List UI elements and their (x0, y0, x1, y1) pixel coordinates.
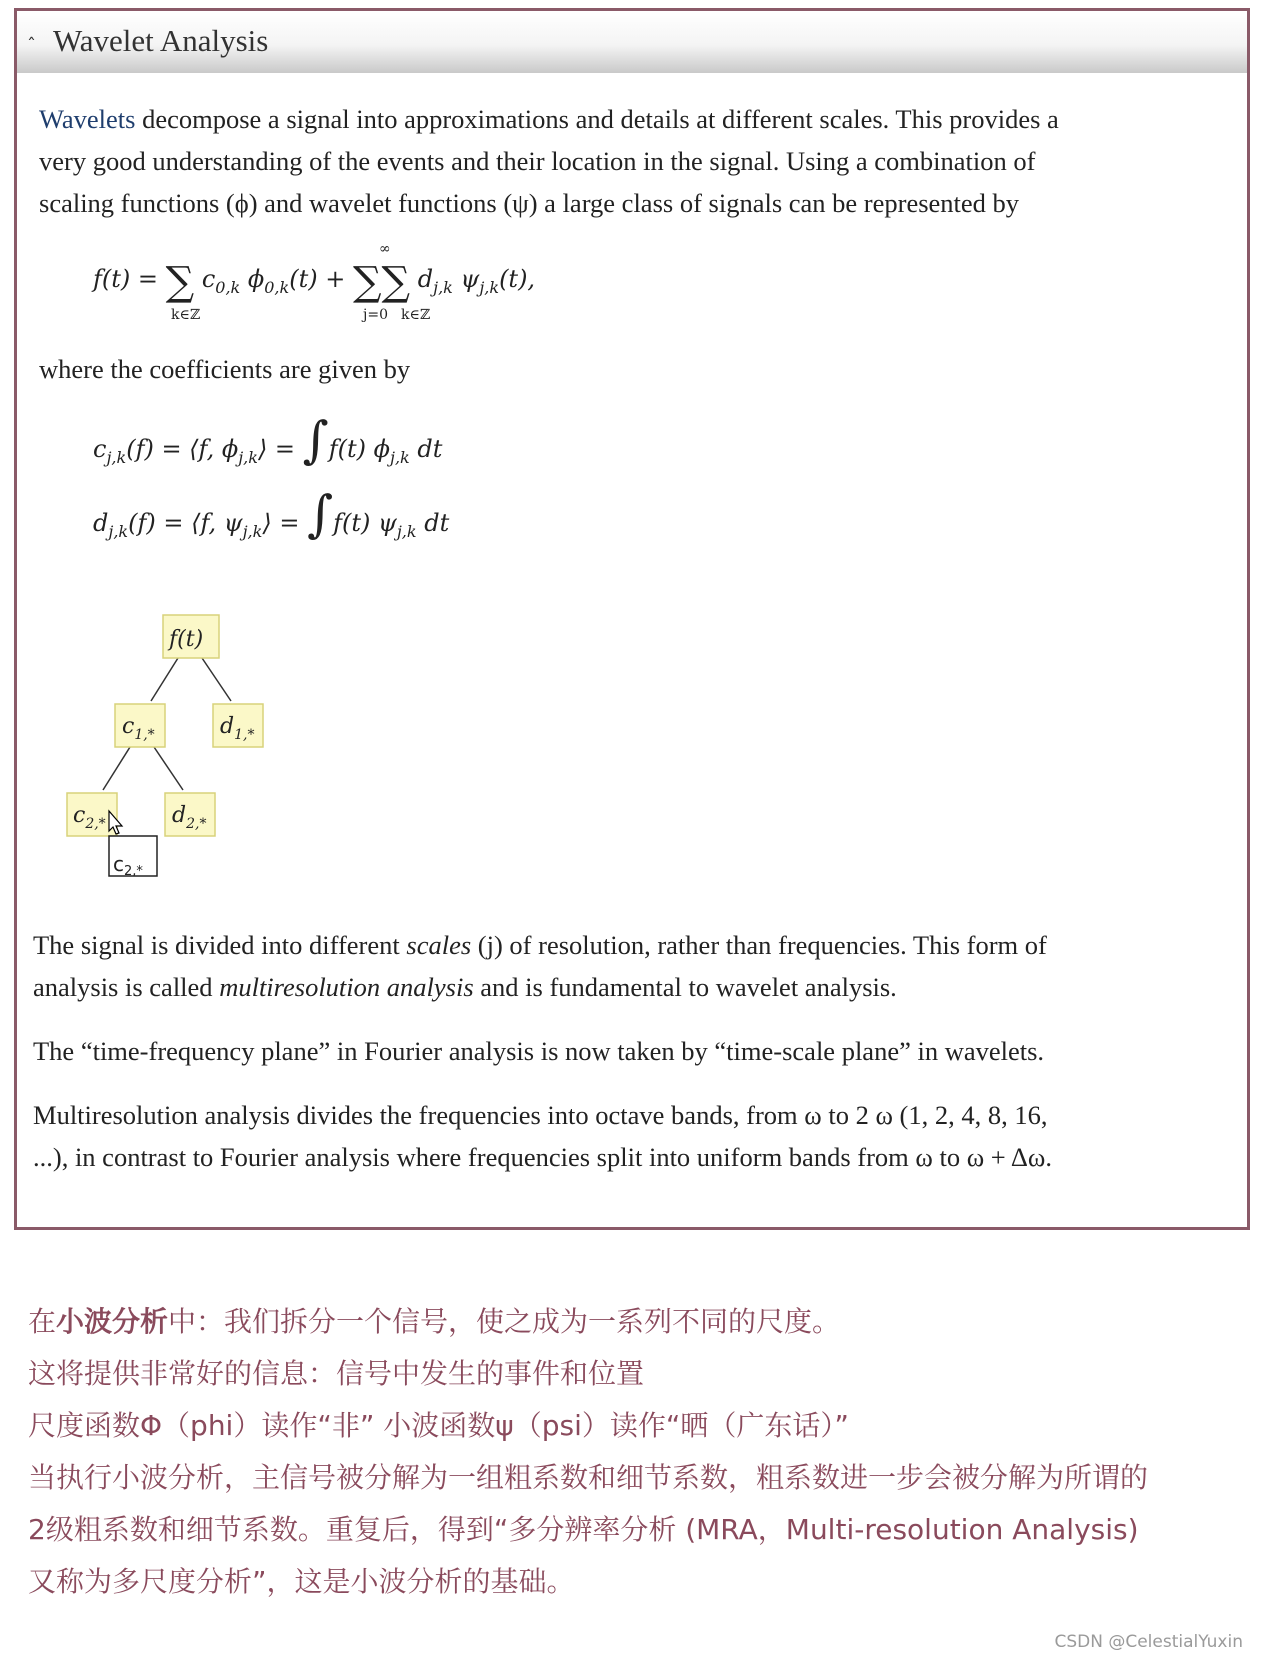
eq2-dt: dt (409, 435, 443, 463)
edge-root-c1 (151, 658, 178, 701)
eq3-lhs-sub: j,k (108, 522, 129, 541)
eq1-sum2-top: ∞ (379, 241, 391, 257)
plane-paragraph: The “time-frequency plane” in Fourier analysis is now taken by “time-scale plane” in wavelets. (33, 1036, 1045, 1066)
edge-c1-c2 (103, 747, 130, 790)
sum-sign: ∑ (165, 259, 195, 305)
chevron-up-icon[interactable]: ˆ (27, 35, 36, 56)
eq1-term1b-sub: 0,k (264, 278, 290, 297)
node-d2-label: $d_{2,*}$ (172, 803, 207, 832)
sum-sign-k: ∑ (381, 259, 411, 305)
eq3-integrand-sub: j,k (396, 522, 417, 541)
edge-root-d1 (202, 658, 231, 701)
scales-line-1a: The signal is divided into different (33, 930, 407, 960)
integral-sign: ∫ (302, 411, 329, 469)
note-line-4: 当执行小波分析，主信号被分解为一组粗系数和细节系数，粗系数进一步会被分解为所谓的 (28, 1461, 1149, 1494)
eq1-lhs: f(t) = (93, 265, 166, 293)
eq2-integrand: f(t) ϕ (328, 435, 390, 463)
scales-line-2b: and is fundamental to wavelet analysis. (473, 972, 897, 1002)
scales-line-2a: analysis is called (33, 972, 220, 1002)
eq2-lhs: c (93, 435, 107, 463)
intro-line-2: very good understanding of the events and their location in the signal. Using a combination of (39, 146, 1036, 176)
watermark: CSDN @CelestialYuxin (1054, 1632, 1243, 1652)
note-line-1 (28, 1300, 840, 1340)
coefficients-intro: where the coefficients are given by (39, 354, 411, 384)
node-root-label: f(t) (169, 627, 204, 652)
eq2-lhs-sub: j,k (106, 448, 127, 467)
eq2-integrand-sub: j,k (389, 448, 410, 467)
eq1-term2b-sub: j,k (479, 278, 500, 297)
node-d1-label: $d_{1,*}$ (220, 714, 255, 743)
eq1-term2: d (417, 265, 434, 293)
eq3-lhs-rest: (f) = ⟨f, ψ (128, 509, 243, 537)
eq1-term2-sub: j,k (433, 278, 453, 297)
eq1-sum3-sub: k∈ℤ (401, 307, 431, 323)
note-line-1a: 在 (28, 1305, 57, 1338)
eq1-term2b: ψ (452, 265, 480, 293)
eq2-lhs-rest: (f) = ⟨f, ϕ (126, 435, 239, 463)
scales-line-2 (33, 965, 897, 1009)
eq1-term1: c (201, 265, 216, 293)
eq1-term1-sub: 0,k (215, 278, 241, 297)
intro-line-3: scaling functions (ϕ) and wavelet functions (ψ) a large class of signals can be represented by (39, 188, 1020, 218)
note-line-1b: 中：我们拆分一个信号，使之成为一系列不同的尺度。 (168, 1305, 841, 1338)
note-line-6: 又称为多尺度分析”，这是小波分析的基础。 (28, 1565, 575, 1598)
eq3-dt: dt (416, 509, 450, 537)
note-line-3: 尺度函数Φ（phi）读作“非” 小波函数ψ（psi）读作“晒（广东话）” (28, 1409, 849, 1442)
eq2-inner-sub: j,k (238, 448, 258, 467)
mra-line-2: ...), in contrast to Fourier analysis where frequencies split into uniform bands from ω to ω + Δω. (33, 1142, 1052, 1172)
node-c2-label: $c_{2,*}$ (73, 803, 106, 832)
hover-tooltip-label: $c_{2,*}$ (113, 852, 143, 879)
mra-em: multiresolution analysis (219, 972, 474, 1002)
note-bold: 小波分析 (56, 1305, 169, 1338)
eq1-term1b: ϕ (240, 265, 265, 293)
eq3-inner-end: ⟩ = (262, 509, 308, 537)
integral-sign: ∫ (307, 485, 334, 543)
wavelet-panel (14, 8, 1250, 1230)
mra-line-1: Multiresolution analysis divides the frequencies into octave bands, from ω to 2 ω (1, 2, 4, 8, 16, (33, 1100, 1048, 1130)
eq1-sum2-sub: j=0 (363, 307, 388, 323)
panel-title: Wavelet Analysis (53, 23, 269, 58)
scales-em: scales (406, 930, 472, 960)
eq1-term1c: (t) + (289, 265, 353, 293)
note-line-5: 2级粗系数和细节系数。重复后，得到“多分辨率分析 (MRA，Multi-resolution Analysis) (28, 1513, 1139, 1546)
eq3-inner-sub: j,k (242, 522, 263, 541)
eq1-term2c: (t), (499, 265, 536, 293)
note-line-2: 这将提供非常好的信息：信号中发生的事件和位置 (28, 1357, 645, 1390)
eq3-lhs: d (93, 509, 109, 537)
intro-line-1-text: decompose a signal into approximations and details at different scales. This provides a (135, 104, 1059, 134)
eq3-integrand: f(t) ψ (333, 509, 397, 537)
scales-line-1b: (j) of resolution, rather than frequencies. This form of (471, 930, 1047, 960)
eq2-inner-end: ⟩ = (257, 435, 303, 463)
sum-sign-j: ∑ (352, 259, 382, 305)
eq1-sum-sub: k∈ℤ (171, 307, 201, 323)
edge-c1-d2 (154, 747, 183, 790)
scales-line-1 (33, 923, 1047, 967)
node-c1-label: $c_{1,*}$ (122, 714, 155, 743)
wavelets-keyword: Wavelets (39, 104, 136, 134)
